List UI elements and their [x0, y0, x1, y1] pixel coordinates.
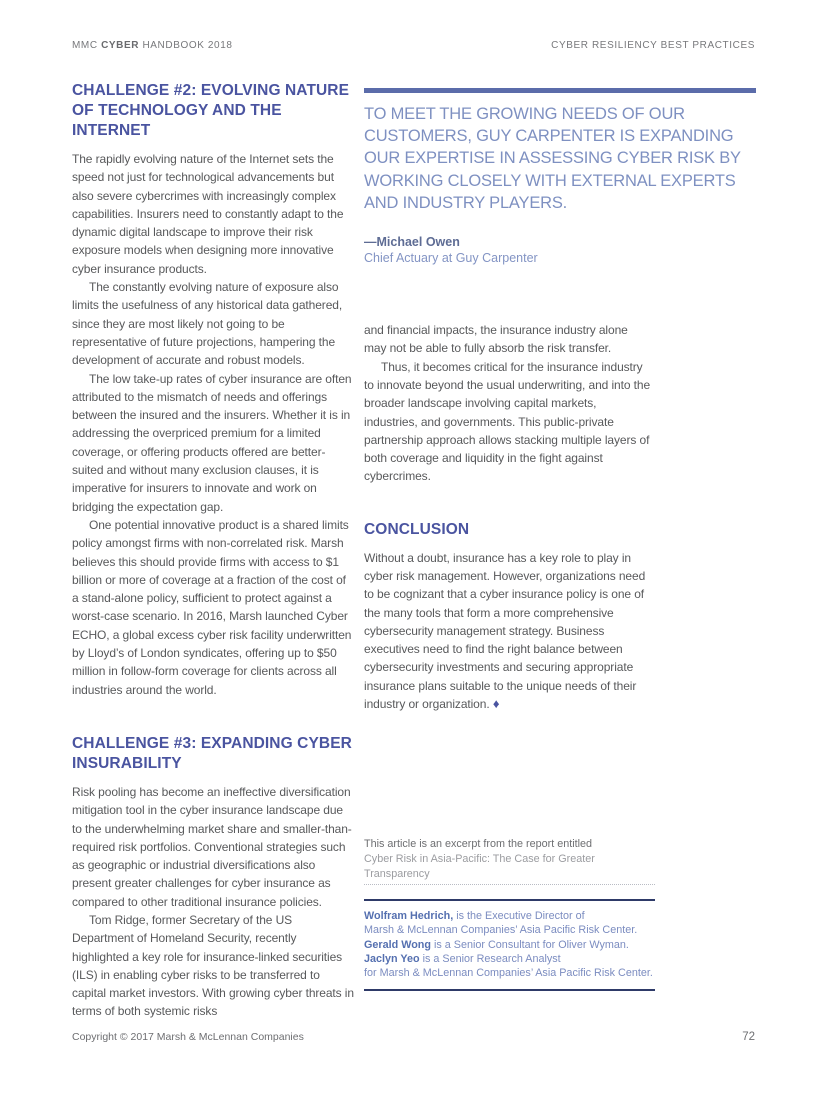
- page-header: [72, 40, 755, 51]
- credit-text: Marsh & McLennan Companies’ Asia Pacific Risk Center.: [364, 924, 638, 937]
- excerpt-intro: This article is an excerpt from the report entitled: [364, 838, 593, 850]
- quote-role: Chief Actuary at Guy Carpenter: [364, 251, 538, 266]
- pull-quote: [364, 88, 756, 265]
- header-section-title: CYBER RESILIENCY BEST PRACTICES: [551, 40, 755, 51]
- body-paragraph: The low take-up rates of cyber insurance are often attributed to the mismatch of needs and offerings between the insured and the insurers. Whether it is in addressing the overpriced premium for a limited coverage, or offering products offered are better-suited and without many exclusion clauses, it is imperative for insurers to innovate and work on bridging the expectation gap.: [72, 371, 352, 514]
- body-paragraph: Thus, it becomes critical for the insurance industry to innovate beyond the usual underwriting, and into the broader landscape involving capital markets, industries, and governments. This public-private partnership approach allows stacking multiple layers of both coverage and liquidity in the fight against cybercrimes.: [364, 359, 651, 484]
- body-paragraph: The constantly evolving nature of exposure also limits the usefulness of any historical data gathered, since they are most likely not going to be representative of future projections, hampering the development of accurate and robust models.: [72, 280, 343, 368]
- right-body-text: [364, 321, 651, 713]
- credit-text: is the Executive Director of: [453, 910, 585, 922]
- body-paragraph: One potential innovative product is a shared limits policy amongst firms with non-correlated risk. Marsh believes this should provide firms with access to $1 billion or more of coverage at a fraction of the cost of a stand-alone policy, sufficient to protect against a worst-case scenario. In 2016, Marsh launched Cyber ECHO, a global excess cyber risk facility underwritten by Lloyd’s of London syndicates, offering up to $50 million in follow-form coverage for clients across all industries around the world.: [72, 517, 352, 697]
- excerpt-credits-block: [364, 836, 655, 991]
- report-title-link[interactable]: Cyber Risk in Asia-Pacific: The Case for Greater Transparency: [364, 852, 655, 885]
- handbook-title: [72, 40, 233, 51]
- author-name: Jaclyn Yeo: [364, 952, 420, 965]
- challenge-3-heading: CHALLENGE #3: EXPANDING CYBER INSURABILITY: [72, 734, 352, 772]
- credit-line: [364, 966, 655, 980]
- page-number: 72: [742, 1031, 755, 1043]
- brand-bold: CYBER: [101, 40, 140, 51]
- quote-text: TO MEET THE GROWING NEEDS OF OUR CUSTOMERS, GUY CARPENTER IS EXPANDING OUR EXPERTISE IN ASSESSING CYBER RISK BY WORKING CLOSELY WITH EXTERNAL EXPERTS AND INDUSTRY PLAYERS.: [364, 105, 741, 212]
- body-paragraph: Risk pooling has become an ineffective diversification mitigation tool in the cyber insurance landscape due to the underwhelming market share and smaller-than-required risk portfolios. Conventional strategies such as geographic or industrial diversifications also present greater challenges for cyber insurance as compared to other traditional insurance policies.: [72, 784, 352, 909]
- credit-line: [364, 938, 655, 952]
- left-column: [72, 81, 354, 1021]
- right-column: [364, 88, 756, 713]
- author-name: Gerald Wong: [364, 938, 431, 951]
- body-paragraph: The rapidly evolving nature of the Internet sets the speed not just for technological advancements but also severe cybercrimes with increasingly complex capabilities. Insurers need to constantly adapt to the dynamic digital landscape to improve their risk exposure models when designing more innovative cyber insurance products.: [72, 152, 344, 276]
- page-footer: [72, 1031, 755, 1043]
- author-name: Wolfram Hedrich,: [364, 910, 454, 922]
- brand-suffix: HANDBOOK 2018: [139, 40, 233, 51]
- body-paragraph: and financial impacts, the insurance industry alone may not be able to fully absorb the risk transfer.: [364, 323, 628, 356]
- credit-text: is a Senior Consultant for Oliver Wyman.: [431, 938, 629, 951]
- credits-block: [364, 899, 655, 991]
- brand-prefix: MMC: [72, 40, 102, 51]
- copyright-text: Copyright © 2017 Marsh & McLennan Companies: [72, 1031, 304, 1043]
- conclusion-paragraph: [364, 549, 651, 714]
- conclusion-heading: CONCLUSION: [364, 520, 470, 538]
- conclusion-text: Without a doubt, insurance has a key role to play in cyber risk management. However, organizations need to be cognizant that a cyber insurance policy is one of the many tools that form a more comprehensive cybersecurity management strategy. Business executives need to find the right balance between cybersecurity investments and securing appropriate insurance plans suitable to the unique needs of their industry or organization.: [364, 550, 646, 712]
- credit-line: [364, 923, 655, 937]
- challenge-2-heading: CHALLENGE #2: EVOLVING NATURE OF TECHNOLOGY AND THE INTERNET: [72, 82, 350, 139]
- quote-attribution: —Michael Owen: [364, 235, 460, 250]
- body-paragraph: Tom Ridge, former Secretary of the US Department of Homeland Security, recently highlighted a key role for insurance-linked securities (ILS) in enabling cyber risks to be transferred to capital market investors. With growing cyber threats in terms of both systemic risks: [72, 912, 354, 1019]
- credit-text: is a Senior Research Analyst: [419, 952, 561, 965]
- credit-line: [364, 909, 655, 923]
- credit-text: for Marsh & McLennan Companies’ Asia Pacific Risk Center.: [364, 967, 653, 980]
- end-diamond-mark: ♦: [492, 696, 500, 712]
- quote-accent-bar: [364, 88, 756, 93]
- credit-line: [364, 952, 655, 966]
